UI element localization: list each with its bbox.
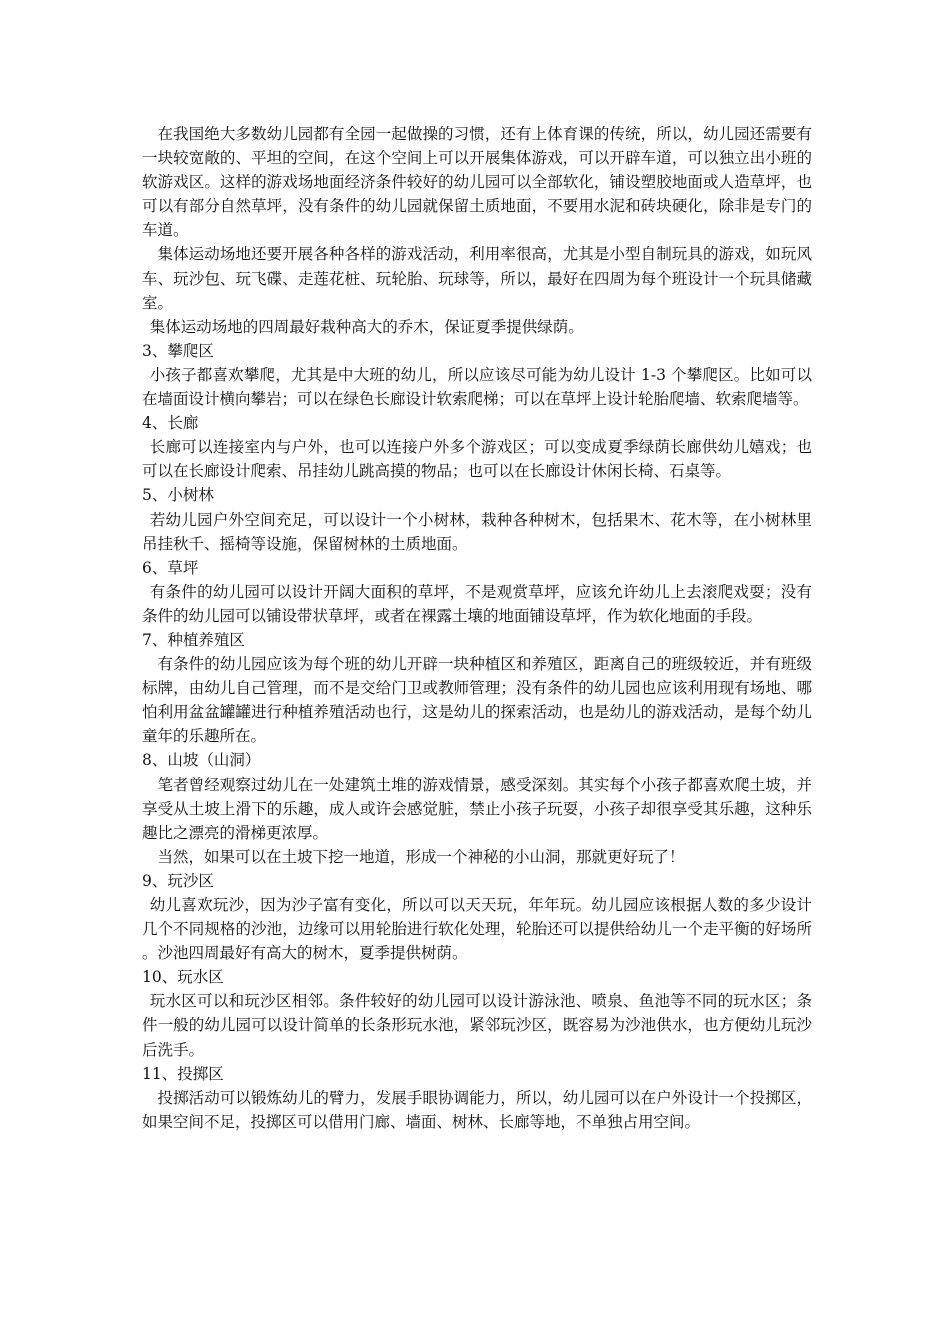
section-paragraph: 有条件的幼儿园可以设计开阔大面积的草坪，不是观赏草坪，应该允许幼儿上去滚爬戏耍；没有条件的幼儿园可以铺设带状草坪，或者在裸露土壤的地面铺设草坪，作为软化地面的手段。: [142, 582, 812, 625]
section-lawn: [142, 556, 812, 628]
section-planting-breeding: [142, 628, 812, 748]
intro-paragraph-1: 在我国绝大多数幼儿园都有全园一起做操的习惯，还有上体育课的传统，所以，幼儿园还需要有一块较宽敞的、平坦的空间，在这个空间上可以开展集体游戏，可以开辟车道，可以独立出小班的软游戏区。这样的游戏场地面经济条件较好的幼儿园可以全部软化，铺设塑胶地面或人造草坪，也可以有部分自然草坪，没有条件的幼儿园就保留土质地面，不要用水泥和砖块硬化，除非是专门的车道。: [142, 125, 812, 240]
section-climbing-area: [142, 339, 812, 411]
document-page: [142, 122, 812, 1134]
section-paragraph: 当然，如果可以在土坡下挖一地道，形成一个神秘的小山洞，那就更好玩了！: [157, 847, 685, 866]
section-paragraph: 笔者曾经观察过幼儿在一处建筑土堆的游戏情景，感受深刻。其实每个小孩子都喜欢爬土坡，并享受从土坡上滑下的乐趣，成人或许会感觉脏，禁止小孩子玩耍，小孩子却很享受其乐趣，这种乐趣比之漂亮的滑梯更浓厚。: [142, 775, 812, 842]
intro-paragraph-2: 集体运动场地还要开展各种各样的游戏活动，利用率很高，尤其是小型自制玩具的游戏，如玩风车、玩沙包、玩飞碟、走莲花桩、玩轮胎、玩球等，所以，最好在四周为每个班设计一个玩具储藏室。: [142, 245, 812, 312]
section-heading: 10、玩水区: [142, 968, 224, 987]
section-heading: 5、小树林: [142, 486, 214, 505]
section-heading: 7、种植养殖区: [142, 630, 245, 649]
section-paragraph: 若幼儿园户外空间充足，可以设计一个小树林，栽种各种树木，包括果木、花木等，在小树林里吊挂秋千、摇椅等设施，保留树林的土质地面。: [142, 510, 812, 553]
section-paragraph: 投掷活动可以锻炼幼儿的臂力，发展手眼协调能力，所以，幼儿园可以在户外设计一个投掷区，如果空间不足，投掷区可以借用门廊、墙面、树林、长廊等地，不单独占用空间。: [142, 1088, 812, 1131]
section-paragraph: 有条件的幼儿园应该为每个班的幼儿开辟一块种植区和养殖区，距离自己的班级较近，并有班级标牌，由幼儿自己管理，而不是交给门卫或教师管理；没有条件的幼儿园也应该利用现有场地、哪怕利用盆盆罐罐进行种植养殖活动也行，这是幼儿的探索活动，也是幼儿的游戏活动，是每个幼儿童年的乐趣所在。: [142, 655, 812, 746]
section-paragraph: 玩水区可以和玩沙区相邻。条件较好的幼儿园可以设计游泳池、喷泉、鱼池等不同的玩水区；条件一般的幼儿园可以设计简单的长条形玩水池，紧邻玩沙区，既容易为沙池供水，也方便幼儿玩沙后洗手。: [142, 992, 812, 1059]
section-corridor: [142, 411, 812, 483]
section-heading: 6、草坪: [142, 558, 199, 577]
intro-paragraph-3: 集体运动场地的四周最好栽种高大的乔木，保证夏季提供绿荫。: [149, 317, 584, 336]
section-heading: 4、长廊: [142, 414, 199, 433]
section-throwing-area: [142, 1062, 812, 1134]
section-water-area: [142, 965, 812, 1061]
section-grove: [142, 483, 812, 555]
section-paragraph: 幼儿喜欢玩沙，因为沙子富有变化，所以可以天天玩，年年玩。幼儿园应该根据人数的多少设计几个不同规格的沙池，边缘可以用轮胎进行软化处理，轮胎还可以提供给幼儿一个走平衡的好场所。沙池四周最好有高大的树木，夏季提供树荫。: [142, 896, 812, 963]
section-paragraph: 长廊可以连接室内与户外，也可以连接户外多个游戏区；可以变成夏季绿荫长廊供幼儿嬉戏；也可以在长廊设计爬索、吊挂幼儿跳高摸的物品；也可以在长廊设计休闲长椅、石桌等。: [142, 438, 812, 481]
section-heading: 9、玩沙区: [142, 871, 214, 890]
section-hill-cave: [142, 748, 812, 868]
section-heading: 11、投掷区: [142, 1064, 224, 1083]
section-heading: 3、攀爬区: [142, 341, 214, 360]
section-paragraph: 小孩子都喜欢攀爬，尤其是中大班的幼儿，所以应该尽可能为幼儿设计 1-3 个攀爬区。比如可以在墙面设计横向攀岩；可以在绿色长廊设计软索爬梯；可以在草坪上设计轮胎爬墙、软索爬墙等。: [142, 365, 812, 409]
section-heading: 8、山坡（山洞）: [142, 751, 261, 770]
section-sand-area: [142, 869, 812, 965]
